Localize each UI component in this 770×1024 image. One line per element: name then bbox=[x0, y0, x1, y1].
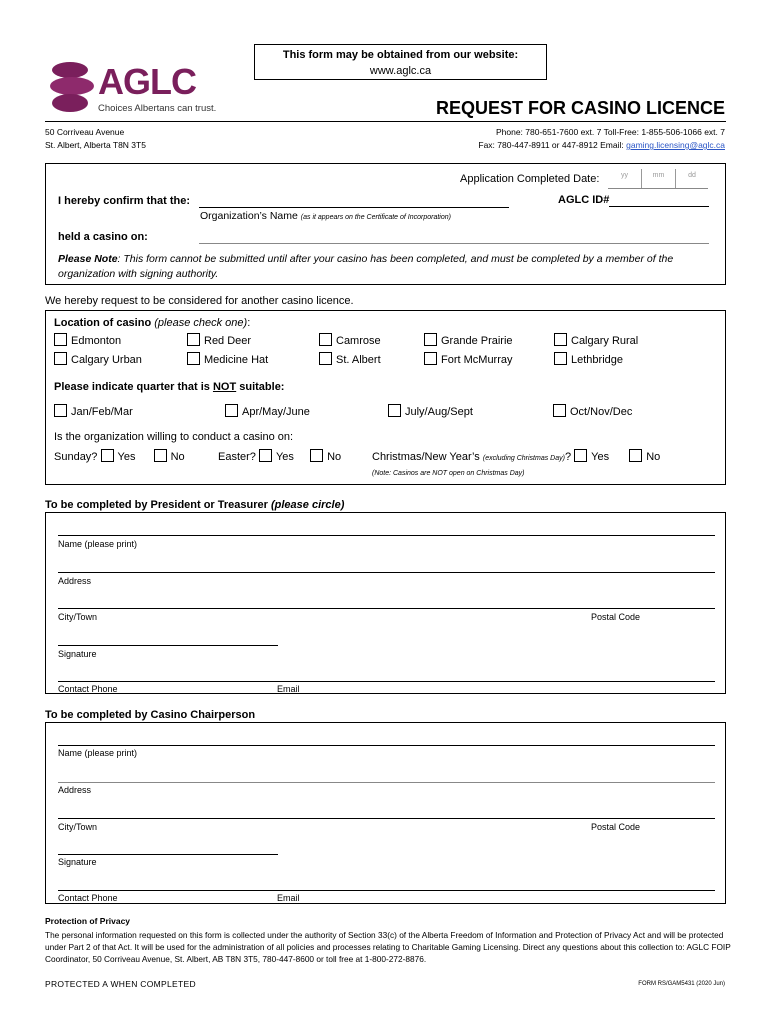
org-name-caption bbox=[200, 210, 451, 222]
website-notice bbox=[254, 44, 547, 80]
chair-signature-field[interactable] bbox=[58, 854, 278, 855]
quarter-label bbox=[54, 381, 284, 393]
easter-question bbox=[218, 449, 341, 463]
president-box bbox=[45, 512, 726, 694]
chair-signature-label: Signature bbox=[58, 857, 97, 867]
logo-name: AGLC bbox=[98, 61, 196, 102]
no-label: No bbox=[646, 451, 661, 463]
president-phone-field[interactable] bbox=[58, 681, 715, 682]
logo-mark-icon bbox=[48, 58, 96, 116]
checkbox-calgary-rural[interactable] bbox=[554, 333, 567, 346]
date-year-field[interactable]: yy bbox=[608, 169, 642, 188]
location-option-calgary-rural[interactable] bbox=[554, 333, 638, 347]
president-name-label: Name (please print) bbox=[58, 539, 138, 549]
quarter-label-pre: Please indicate quarter that is bbox=[54, 381, 213, 393]
checkbox-st-albert[interactable] bbox=[319, 352, 332, 365]
address-line2: St. Albert, Alberta T8N 3T5 bbox=[45, 140, 146, 150]
confirm-label: I hereby confirm that the: bbox=[58, 195, 191, 207]
chair-address-field[interactable] bbox=[58, 782, 715, 783]
checkbox-q1[interactable] bbox=[54, 404, 67, 417]
quarter-option-q1[interactable] bbox=[54, 404, 133, 418]
checkbox-camrose[interactable] bbox=[319, 333, 332, 346]
checkbox-grande-prairie[interactable] bbox=[424, 333, 437, 346]
aglc-id-label: AGLC ID# bbox=[558, 194, 610, 206]
website-notice-line1: This form may be obtained from our website: bbox=[282, 49, 519, 61]
logo-tagline: Choices Albertans can trust. bbox=[98, 103, 217, 114]
location-option-grande-prairie[interactable] bbox=[424, 333, 513, 347]
chair-postal-label: Postal Code bbox=[591, 822, 641, 832]
quarter-option-q2[interactable] bbox=[225, 404, 310, 418]
christmas-label: Christmas/New Year’s bbox=[372, 451, 480, 463]
checkbox-medicine-hat[interactable] bbox=[187, 352, 200, 365]
quarter-label-post: suitable: bbox=[236, 381, 285, 393]
checkbox-q4[interactable] bbox=[553, 404, 566, 417]
location-option-st-albert[interactable] bbox=[319, 352, 381, 366]
president-email-label: Email bbox=[277, 684, 300, 694]
website-url: www.aglc.ca bbox=[369, 65, 432, 77]
org-name-field[interactable] bbox=[199, 207, 509, 208]
yes-label: Yes bbox=[275, 451, 294, 463]
held-date-field[interactable] bbox=[199, 243, 709, 244]
chair-address-label: Address bbox=[58, 785, 92, 795]
checkbox-red-deer[interactable] bbox=[187, 333, 200, 346]
location-option-label: Medicine Hat bbox=[204, 354, 269, 366]
location-option-label: Calgary Urban bbox=[71, 354, 142, 366]
location-option-fort-mcmurray[interactable] bbox=[424, 352, 513, 366]
sunday-question bbox=[54, 449, 185, 463]
christmas-qmark: ? bbox=[564, 451, 572, 463]
location-option-edmonton[interactable] bbox=[54, 333, 121, 347]
president-heading-note: (please circle) bbox=[270, 499, 345, 511]
president-phone-label: Contact Phone bbox=[58, 684, 118, 694]
location-option-label: St. Albert bbox=[336, 354, 381, 366]
date-day-field[interactable]: dd bbox=[688, 172, 696, 179]
chair-phone-label: Contact Phone bbox=[58, 893, 118, 903]
address-line1: 50 Corriveau Avenue bbox=[45, 127, 125, 137]
please-note-text: : This form cannot be submitted until after your casino has been completed, and must be completed by a member of the organization with signing authority. bbox=[58, 253, 674, 280]
contact-email-link[interactable]: gaming.licensing@aglc.ca bbox=[626, 140, 725, 150]
quarter-option-q3[interactable] bbox=[388, 404, 473, 418]
contact-fax-text: Fax: 780-447-8911 or 447-8912 Email: bbox=[478, 140, 627, 150]
address bbox=[45, 126, 146, 152]
checkbox-christmas-yes[interactable] bbox=[574, 449, 587, 462]
location-option-label: Grande Prairie bbox=[441, 335, 513, 347]
checkbox-q3[interactable] bbox=[388, 404, 401, 417]
footer-protected: PROTECTED A WHEN COMPLETED bbox=[45, 979, 196, 989]
location-option-label: Fort McMurray bbox=[441, 354, 513, 366]
please-note-bold: Please Note bbox=[58, 253, 118, 265]
christmas-note: (excluding Christmas Day) bbox=[482, 455, 565, 462]
quarter-option-label: Oct/Nov/Dec bbox=[570, 406, 633, 418]
no-label: No bbox=[170, 451, 185, 463]
checkbox-lethbridge[interactable] bbox=[554, 352, 567, 365]
quarter-option-label: July/Aug/Sept bbox=[405, 406, 473, 418]
location-option-label: Lethbridge bbox=[571, 354, 623, 366]
checkbox-easter-no[interactable] bbox=[310, 449, 323, 462]
confirmation-box bbox=[45, 163, 726, 285]
chair-city-label: City/Town bbox=[58, 822, 98, 832]
location-option-label: Camrose bbox=[336, 335, 381, 347]
christmas-closed-note: (Note: Casinos are NOT open on Christmas Day) bbox=[372, 470, 525, 477]
page-title: REQUEST FOR CASINO LICENCE bbox=[435, 98, 725, 118]
checkbox-easter-yes[interactable] bbox=[259, 449, 272, 462]
president-city-label: City/Town bbox=[58, 612, 98, 622]
willing-label: Is the organization willing to conduct a casino on: bbox=[54, 431, 294, 443]
president-city-field[interactable] bbox=[58, 608, 715, 609]
chair-email-label: Email bbox=[277, 893, 300, 903]
location-option-camrose[interactable] bbox=[319, 333, 381, 347]
chair-phone-field[interactable] bbox=[58, 890, 715, 891]
chair-heading: To be completed by Casino Chairperson bbox=[45, 709, 256, 721]
location-option-label: Calgary Rural bbox=[571, 335, 639, 347]
title-rule bbox=[45, 121, 726, 122]
org-name-label: Organization’s Name bbox=[200, 210, 298, 222]
privacy-heading: Protection of Privacy bbox=[45, 916, 131, 926]
footer-form-number: FORM RS/GAM5431 (2020 Jun) bbox=[638, 981, 725, 987]
quarter-label-not: NOT bbox=[212, 381, 237, 393]
president-address-label: Address bbox=[58, 576, 92, 586]
request-text: We hereby request to be considered for another casino licence. bbox=[45, 295, 354, 307]
chair-box bbox=[45, 722, 726, 904]
location-option-calgary-urban[interactable] bbox=[54, 352, 142, 366]
checkbox-q2[interactable] bbox=[225, 404, 238, 417]
location-option-medicine-hat[interactable] bbox=[187, 352, 268, 366]
yes-label: Yes bbox=[117, 451, 136, 463]
location-label-text: Location of casino bbox=[54, 317, 152, 329]
aglc-id-field[interactable] bbox=[609, 206, 709, 207]
date-month-field[interactable]: mm bbox=[642, 169, 676, 188]
no-label: No bbox=[327, 451, 342, 463]
president-signature-field[interactable] bbox=[58, 645, 278, 646]
contact-info bbox=[478, 126, 725, 152]
location-option-label: Red Deer bbox=[204, 335, 252, 347]
location-option-lethbridge[interactable] bbox=[554, 352, 623, 366]
date-fields bbox=[608, 169, 708, 188]
location-label: Location of casino (please check one): bbox=[54, 317, 251, 329]
easter-label: Easter? bbox=[218, 451, 256, 463]
quarter-option-label: Jan/Feb/Mar bbox=[71, 406, 133, 418]
checkbox-fort-mcmurray[interactable] bbox=[424, 352, 437, 365]
sunday-label: Sunday? bbox=[54, 451, 98, 463]
checkbox-christmas-no[interactable] bbox=[629, 449, 642, 462]
yes-label: Yes bbox=[591, 451, 610, 463]
checkbox-sunday-no[interactable] bbox=[154, 449, 167, 462]
location-label-note: (please check one) bbox=[154, 317, 248, 329]
christmas-question bbox=[372, 449, 660, 463]
checkbox-sunday-yes[interactable] bbox=[101, 449, 114, 462]
president-signature-label: Signature bbox=[58, 649, 97, 659]
quarter-option-label: Apr/May/June bbox=[242, 406, 310, 418]
org-name-note: (as it appears on the Certificate of Incorporation) bbox=[300, 214, 451, 221]
privacy-text: The personal information requested on this form is collected under the authority of Section 33(c) of the Alberta Freedom of Information and Protection of Privacy Act and will be protected under Part 2 of that Act. It will be used for the administration of all policies and processes relating to Charitable Gaming Licensing. Direct any questions about this collection to: AGLC FOIP Coordinator, 50 Corriveau Avenue, St. Albert, AB T8N 3T5, 780-447-8600 or toll free at 1-800-272-8876. bbox=[45, 930, 731, 964]
contact-phone: Phone: 780-651-7600 ext. 7 Toll-Free: 1-855-506-1066 ext. 7 bbox=[495, 127, 725, 137]
location-option-red-deer[interactable] bbox=[187, 333, 251, 347]
checkbox-edmonton[interactable] bbox=[54, 333, 67, 346]
quarter-option-q4[interactable] bbox=[553, 404, 632, 418]
held-label: held a casino on: bbox=[58, 231, 148, 243]
checkbox-calgary-urban[interactable] bbox=[54, 352, 67, 365]
chair-name-field[interactable] bbox=[58, 745, 715, 746]
please-note bbox=[58, 252, 718, 282]
president-heading bbox=[45, 499, 344, 511]
president-address-field[interactable] bbox=[58, 572, 715, 573]
casino-options-box bbox=[45, 310, 726, 485]
chair-name-label: Name (please print) bbox=[58, 748, 138, 758]
app-date-label: Application Completed Date: bbox=[460, 173, 600, 185]
contact-fax bbox=[478, 139, 725, 152]
president-name-field[interactable] bbox=[58, 535, 715, 536]
chair-city-field[interactable] bbox=[58, 818, 715, 819]
location-option-label: Edmonton bbox=[71, 335, 122, 347]
aglc-logo bbox=[48, 58, 228, 120]
president-heading-text: To be completed by President or Treasurer bbox=[45, 499, 271, 511]
president-postal-label: Postal Code bbox=[591, 612, 641, 622]
